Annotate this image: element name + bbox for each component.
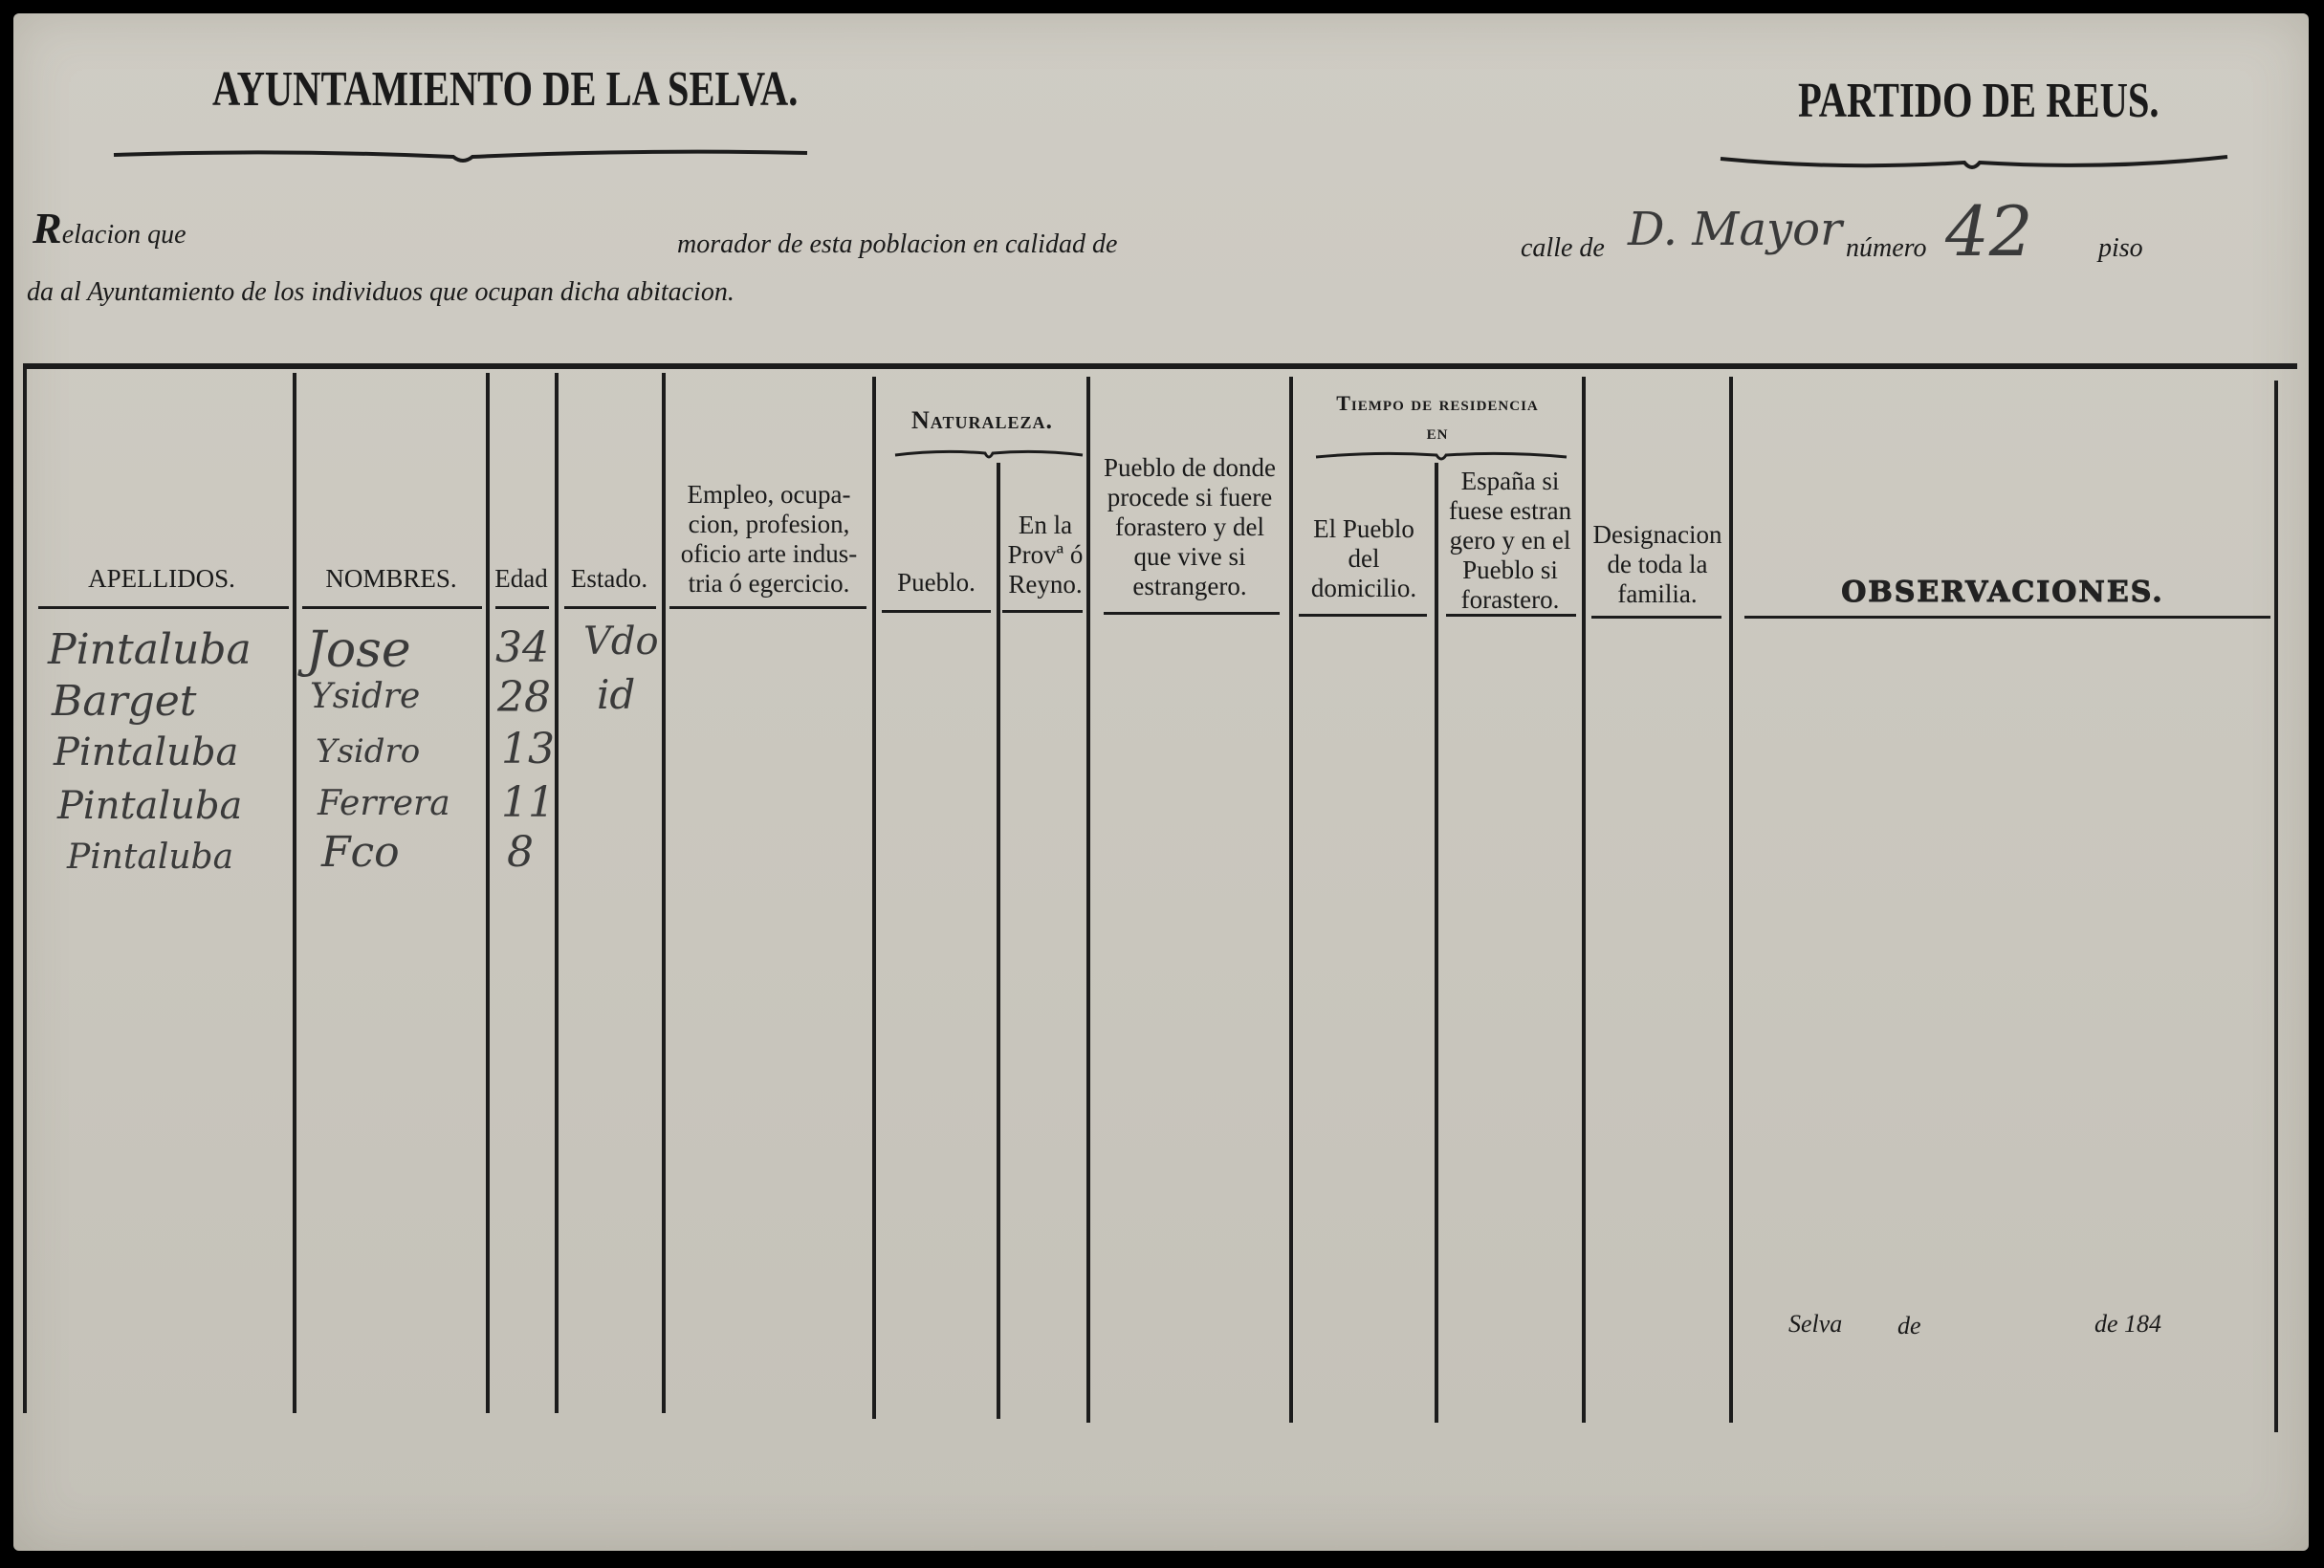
left-title-flourish	[109, 136, 817, 174]
header-procedencia	[1092, 453, 1287, 601]
col-divider-4	[662, 373, 666, 1413]
col-divider-10	[1582, 377, 1586, 1423]
right-title-flourish	[1716, 145, 2232, 178]
row-nombres: Fco	[321, 828, 400, 877]
header-empleo-line: cion, profesion,	[688, 510, 850, 538]
header-provincia	[1002, 511, 1088, 599]
underline-espana	[1446, 614, 1576, 617]
header-espana-line: forastero.	[1460, 585, 1560, 614]
calle-label: calle de	[1521, 233, 1605, 263]
morador-text: morador de esta poblacion en calidad de	[677, 229, 1118, 259]
row-apellidos: Pintaluba	[54, 730, 239, 774]
header-observaciones: OBSERVACIONES.	[1841, 576, 2164, 609]
underline-empleo	[669, 606, 866, 609]
census-form-sheet	[13, 13, 2309, 1551]
col-divider-5	[872, 377, 876, 1419]
header-procedencia-line: que vive si	[1133, 542, 1246, 571]
relacion-text: elacion que	[61, 220, 186, 250]
numero-label: número	[1846, 233, 1927, 263]
table-left-border	[23, 363, 27, 1413]
header-procedencia-line: forastero y del	[1115, 512, 1264, 541]
relacion-label	[33, 203, 186, 253]
header-procedencia-line: procede si fuere	[1107, 483, 1273, 512]
row-edad: 13	[501, 725, 555, 773]
header-pueblo-domicilio-line: El Pueblo	[1313, 514, 1414, 543]
header-designacion-line: de toda la	[1607, 550, 1708, 578]
header-tiempo-en: en	[1426, 420, 1449, 444]
header-apellidos: APELLIDOS.	[88, 564, 235, 593]
naturaleza-brace	[893, 442, 1085, 465]
row-apellidos: Pintaluba	[67, 838, 234, 877]
col-divider-9	[1435, 463, 1438, 1423]
col-divider-3	[555, 373, 559, 1413]
underline-estado	[564, 606, 656, 609]
footer-year: de 184	[2094, 1310, 2162, 1338]
header-edad: Edad	[494, 564, 548, 593]
header-empleo-line: Empleo, ocupa-	[687, 480, 851, 509]
row-apellidos: Pintaluba	[57, 784, 243, 828]
row-edad: 8	[507, 828, 534, 877]
header-pueblo: Pueblo.	[897, 568, 976, 597]
header-empleo-line: oficio arte indus-	[680, 539, 858, 568]
col-divider-2	[486, 373, 490, 1413]
numero-value: 42	[1945, 191, 2033, 272]
row-apellidos: Barget	[52, 677, 197, 726]
underline-designacion	[1591, 616, 1721, 619]
row-nombres: Ferrera	[318, 784, 450, 823]
row-edad: 28	[497, 673, 551, 722]
footer-de: de	[1897, 1312, 1921, 1339]
header-designacion-line: Designacion	[1592, 520, 1722, 549]
underline-pueblo	[882, 610, 991, 613]
col-divider-6	[997, 463, 1000, 1419]
table-top-rule	[23, 363, 2297, 369]
relacion-initial: R	[33, 204, 62, 252]
header-nombres: NOMBRES.	[325, 564, 457, 593]
municipality-title: AYUNTAMIENTO DE LA SELVA.	[212, 62, 799, 117]
underline-apellidos	[38, 606, 289, 609]
header-provincia-line: Reyno.	[1008, 570, 1083, 599]
intro-line-2: da al Ayuntamiento de los individuos que ocupan dicha abitacion.	[27, 277, 734, 307]
row-nombres: Jose	[306, 621, 411, 679]
header-empleo-line: tria ó egercicio.	[688, 569, 850, 598]
row-nombres: Ysidro	[316, 732, 421, 771]
underline-provincia	[1002, 610, 1083, 613]
col-divider-11	[1729, 377, 1733, 1423]
header-procedencia-line: Pueblo de donde	[1104, 453, 1276, 482]
tiempo-brace	[1314, 444, 1568, 467]
underline-nombres	[302, 606, 482, 609]
header-espana	[1440, 467, 1580, 615]
header-espana-line: gero y en el	[1449, 526, 1571, 555]
footer-selva: Selva	[1788, 1310, 1843, 1338]
header-provincia-line: Provª ó	[1007, 540, 1084, 569]
header-naturaleza: Naturaleza.	[911, 406, 1053, 434]
header-procedencia-line: estrangero.	[1132, 572, 1247, 600]
header-pueblo-domicilio-line: del	[1348, 544, 1380, 573]
header-pueblo-domicilio	[1295, 514, 1433, 603]
header-espana-line: España si	[1460, 467, 1560, 495]
row-apellidos: Pintaluba	[48, 625, 252, 674]
row-estado: Vdo	[583, 620, 659, 664]
table-right-border	[2274, 381, 2278, 1432]
piso-label: piso	[2098, 233, 2143, 263]
header-espana-line: Pueblo si	[1462, 555, 1558, 584]
header-espana-line: fuese estran	[1448, 496, 1572, 525]
header-tiempo: Tiempo de residencia	[1336, 391, 1539, 415]
col-divider-1	[293, 373, 296, 1413]
row-nombres: Ysidre	[310, 677, 421, 716]
calle-value: D. Mayor	[1628, 203, 1843, 256]
col-divider-8	[1289, 377, 1293, 1423]
row-edad: 34	[495, 623, 549, 672]
underline-pueblo-domicilio	[1299, 614, 1427, 617]
header-designacion	[1588, 520, 1727, 609]
row-edad: 11	[501, 778, 555, 827]
header-provincia-line: En la	[1018, 511, 1073, 539]
underline-edad	[495, 606, 549, 609]
row-estado: id	[597, 671, 636, 718]
header-estado: Estado.	[570, 564, 648, 593]
header-pueblo-domicilio-line: domicilio.	[1310, 574, 1417, 602]
underline-procedencia	[1104, 612, 1280, 615]
header-designacion-line: familia.	[1617, 579, 1698, 608]
underline-observaciones	[1744, 616, 2270, 619]
header-empleo	[668, 480, 870, 599]
district-title: PARTIDO DE REUS.	[1798, 74, 2160, 128]
